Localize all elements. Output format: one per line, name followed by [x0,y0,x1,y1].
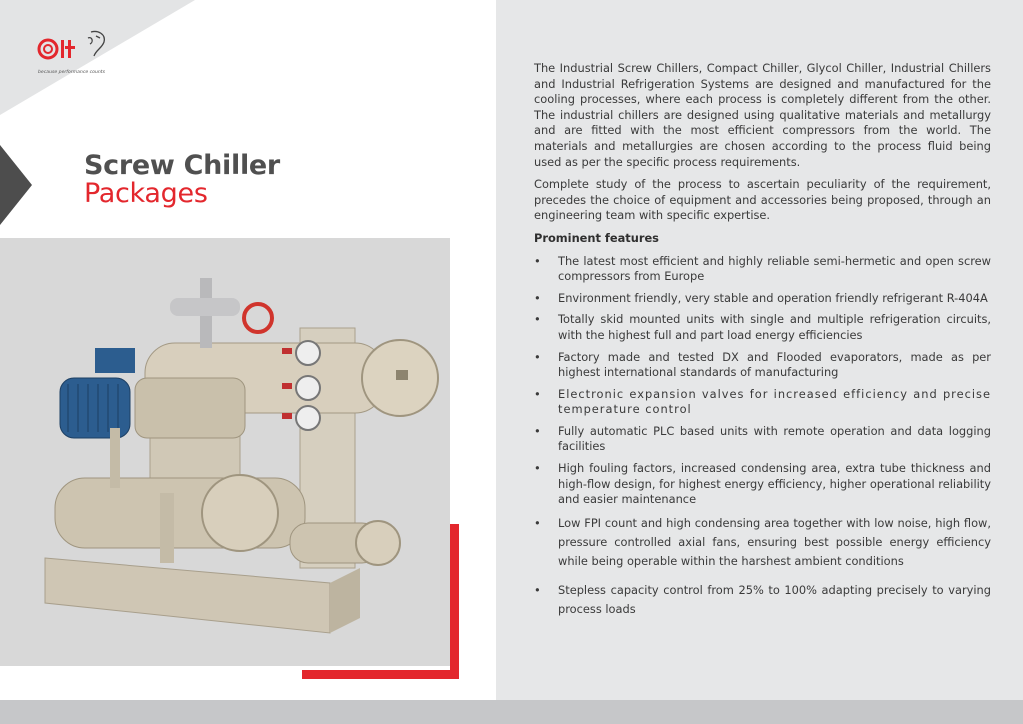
intro-paragraph: The Industrial Screw Chillers, Compact Chiller, Glycol Chiller, Industrial Chillers and Industrial Refrigeration Systems are designed and manufactured for the cooling processes, where each process is completely different from the other. The industrial chillers are designed using qualitative materials and metallurgy and are fitted with the most efficient compressors from the world. The materials and metallurgies are chosen according to the process fluid being used as per the specific process requirements. [534,61,991,169]
accent-bar-vertical [450,524,459,679]
page-title: Screw Chiller [84,150,280,181]
intro-paragraph: Complete study of the process to ascertain peculiarity of the requirement, precedes the choice of equipment and accessories being proposed, through an engineering team with specific expertise. [534,177,991,223]
feature-item: • Low FPI count and high condensing area together with low noise, high flow, pressure controlled axial fans, ensuring best possible energy efficiency while being operable within the harshest ambient conditions [534,514,991,571]
feature-item: • Factory made and tested DX and Flooded evaporators, made as per highest international standards of manufacturing [534,350,991,381]
section-arrow [0,145,32,225]
features-list [534,254,991,619]
text-content [534,61,991,625]
feature-item: • Environment friendly, very stable and operation friendly refrigerant R-404A [534,291,991,307]
feature-item: • High fouling factors, increased condensing area, extra tube thickness and high-flow design, for highest energy efficiency, higher operational reliability and easier maintenance [534,461,991,508]
feature-item: • Totally skid mounted units with single and multiple refrigeration circuits, with the highest full and part load energy efficiencies [534,312,991,343]
feature-item: • Electronic expansion valves for increased efficiency and precise temperature control [534,387,991,418]
features-heading: Prominent features [534,230,659,245]
feature-item: • Fully automatic PLC based units with remote operation and data logging facilities [534,424,991,455]
accent-bar-horizontal [302,670,459,679]
colt-logo [36,28,136,84]
feature-item: • The latest most efficient and highly reliable semi-hermetic and open screw compressors from Europe [534,254,991,285]
footer-bar [0,700,1023,724]
feature-item: • Stepless capacity control from 25% to 100% adapting precisely to varying process loads [534,581,991,619]
screw-chiller-image [0,238,450,666]
page-subtitle: Packages [84,178,208,209]
logo-tagline: because performance counts [38,70,105,75]
